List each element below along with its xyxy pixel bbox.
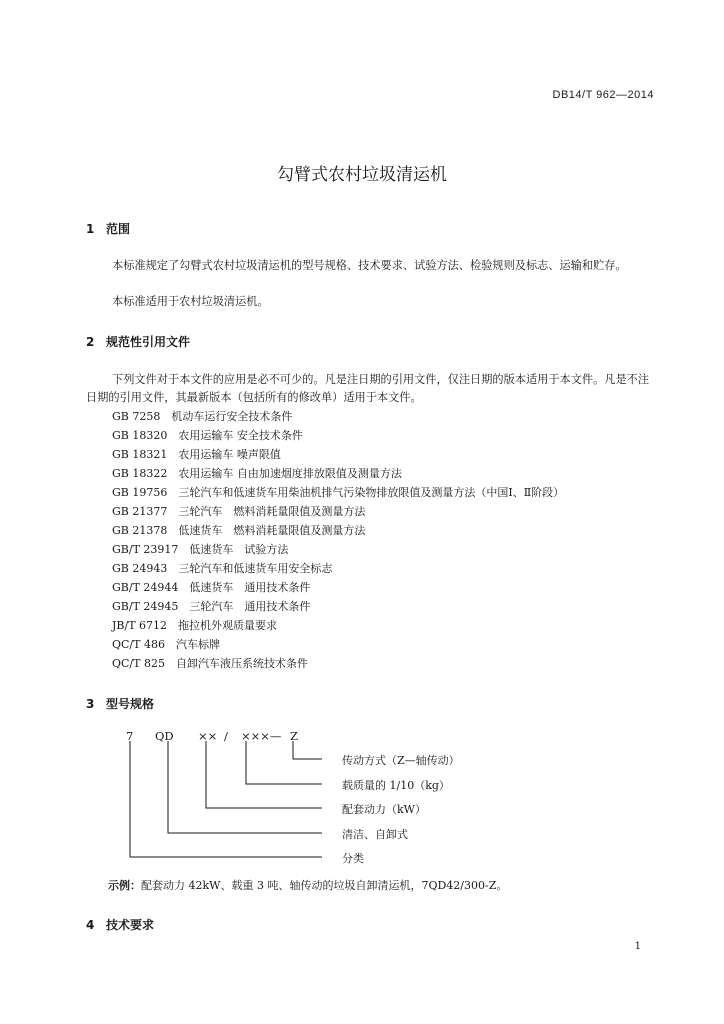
reference-item: GB 21378 低速货车 燃料消耗量限值及测量方法 [112,524,366,537]
reference-item: GB/T 23917 低速货车 试验方法 [112,543,289,556]
reference-item: GB 7258 机动车运行安全技术条件 [112,410,293,423]
section-title: 范围 [106,222,131,236]
document-title: 勾臂式农村垃圾清运机 [277,165,447,185]
reference-item: GB 18321 农用运输车 噪声限值 [112,448,281,461]
code-part-load: ×××— [241,729,282,743]
reference-item: GB 19756 三轮汽车和低速货车用柴油机排气污染物排放限值及测量方法（中国Ⅰ、Ⅱ阶段） [112,486,565,499]
document-code: DB14/T 962—2014 [552,89,654,101]
label-load-capacity: 载质量的 1/10（kg） [342,779,450,792]
reference-item: GB/T 24945 三轮汽车 通用技术条件 [112,600,311,613]
section-number: 4 [86,918,95,932]
reference-item: JB/T 6712 拖拉机外观质量要求 [112,619,278,632]
reference-item: QC/T 825 自卸汽车液压系统技术条件 [112,657,308,670]
section-4-heading [86,916,154,933]
bracket-line-drive [293,741,322,759]
model-example [108,877,507,893]
reference-item: QC/T 486 汽车标牌 [112,638,220,651]
reference-item: GB 21377 三轮汽车 燃料消耗量限值及测量方法 [112,505,366,518]
reference-item: GB 24943 三轮汽车和低速货车用安全标志 [112,562,333,575]
paragraph-text: 本标准适用于农村垃圾清运机。 [112,295,269,308]
code-part-separator: / [224,729,228,743]
label-clean-dump-type: 清洁、自卸式 [342,828,408,841]
paragraph-text: 本标准规定了勾臂式农村垃圾清运机的型号规格、技术要求、试验方法、检验规则及标志、运输和贮存。 [112,259,627,272]
reference-item: GB 18320 农用运输车 安全技术条件 [112,429,303,442]
code-part-power: ×× [198,729,218,743]
label-power: 配套动力（kW） [342,803,426,816]
bracket-line-load [246,741,322,784]
paragraph-text: 下列文件对于本文件的应用是必不可少的。凡是注日期的引用文件，仅注日期的版本适用于本文件。凡是不注日期的引用文件，其最新版本（包括所有的修改单）适用于本文件。 [86,373,650,404]
reference-item: GB 18322 农用运输车 自由加速烟度排放限值及测量方法 [112,467,402,480]
code-part-series: QD [155,729,174,743]
page-number: 1 [634,941,641,952]
label-drive-mode: 传动方式（Z—轴传动） [342,754,460,767]
label-classification: 分类 [342,852,364,865]
section-title: 规范性引用文件 [106,335,191,349]
section-number: 1 [86,222,95,236]
code-part-category: 7 [126,729,134,743]
bracket-line-type [168,741,322,833]
section-number: 2 [86,335,95,349]
reference-item: GB/T 24944 低速货车 通用技术条件 [112,581,311,594]
section-title: 技术要求 [106,918,155,932]
section-number: 3 [86,697,95,711]
example-text: 配套动力 42kW、载重 3 吨、轴传动的垃圾自卸清运机，7QD42/300-Z。 [141,879,508,892]
code-part-drive: Z [290,729,298,743]
section-title: 型号规格 [106,697,155,711]
bracket-line-power [206,741,322,808]
example-label: 示例： [108,879,141,892]
